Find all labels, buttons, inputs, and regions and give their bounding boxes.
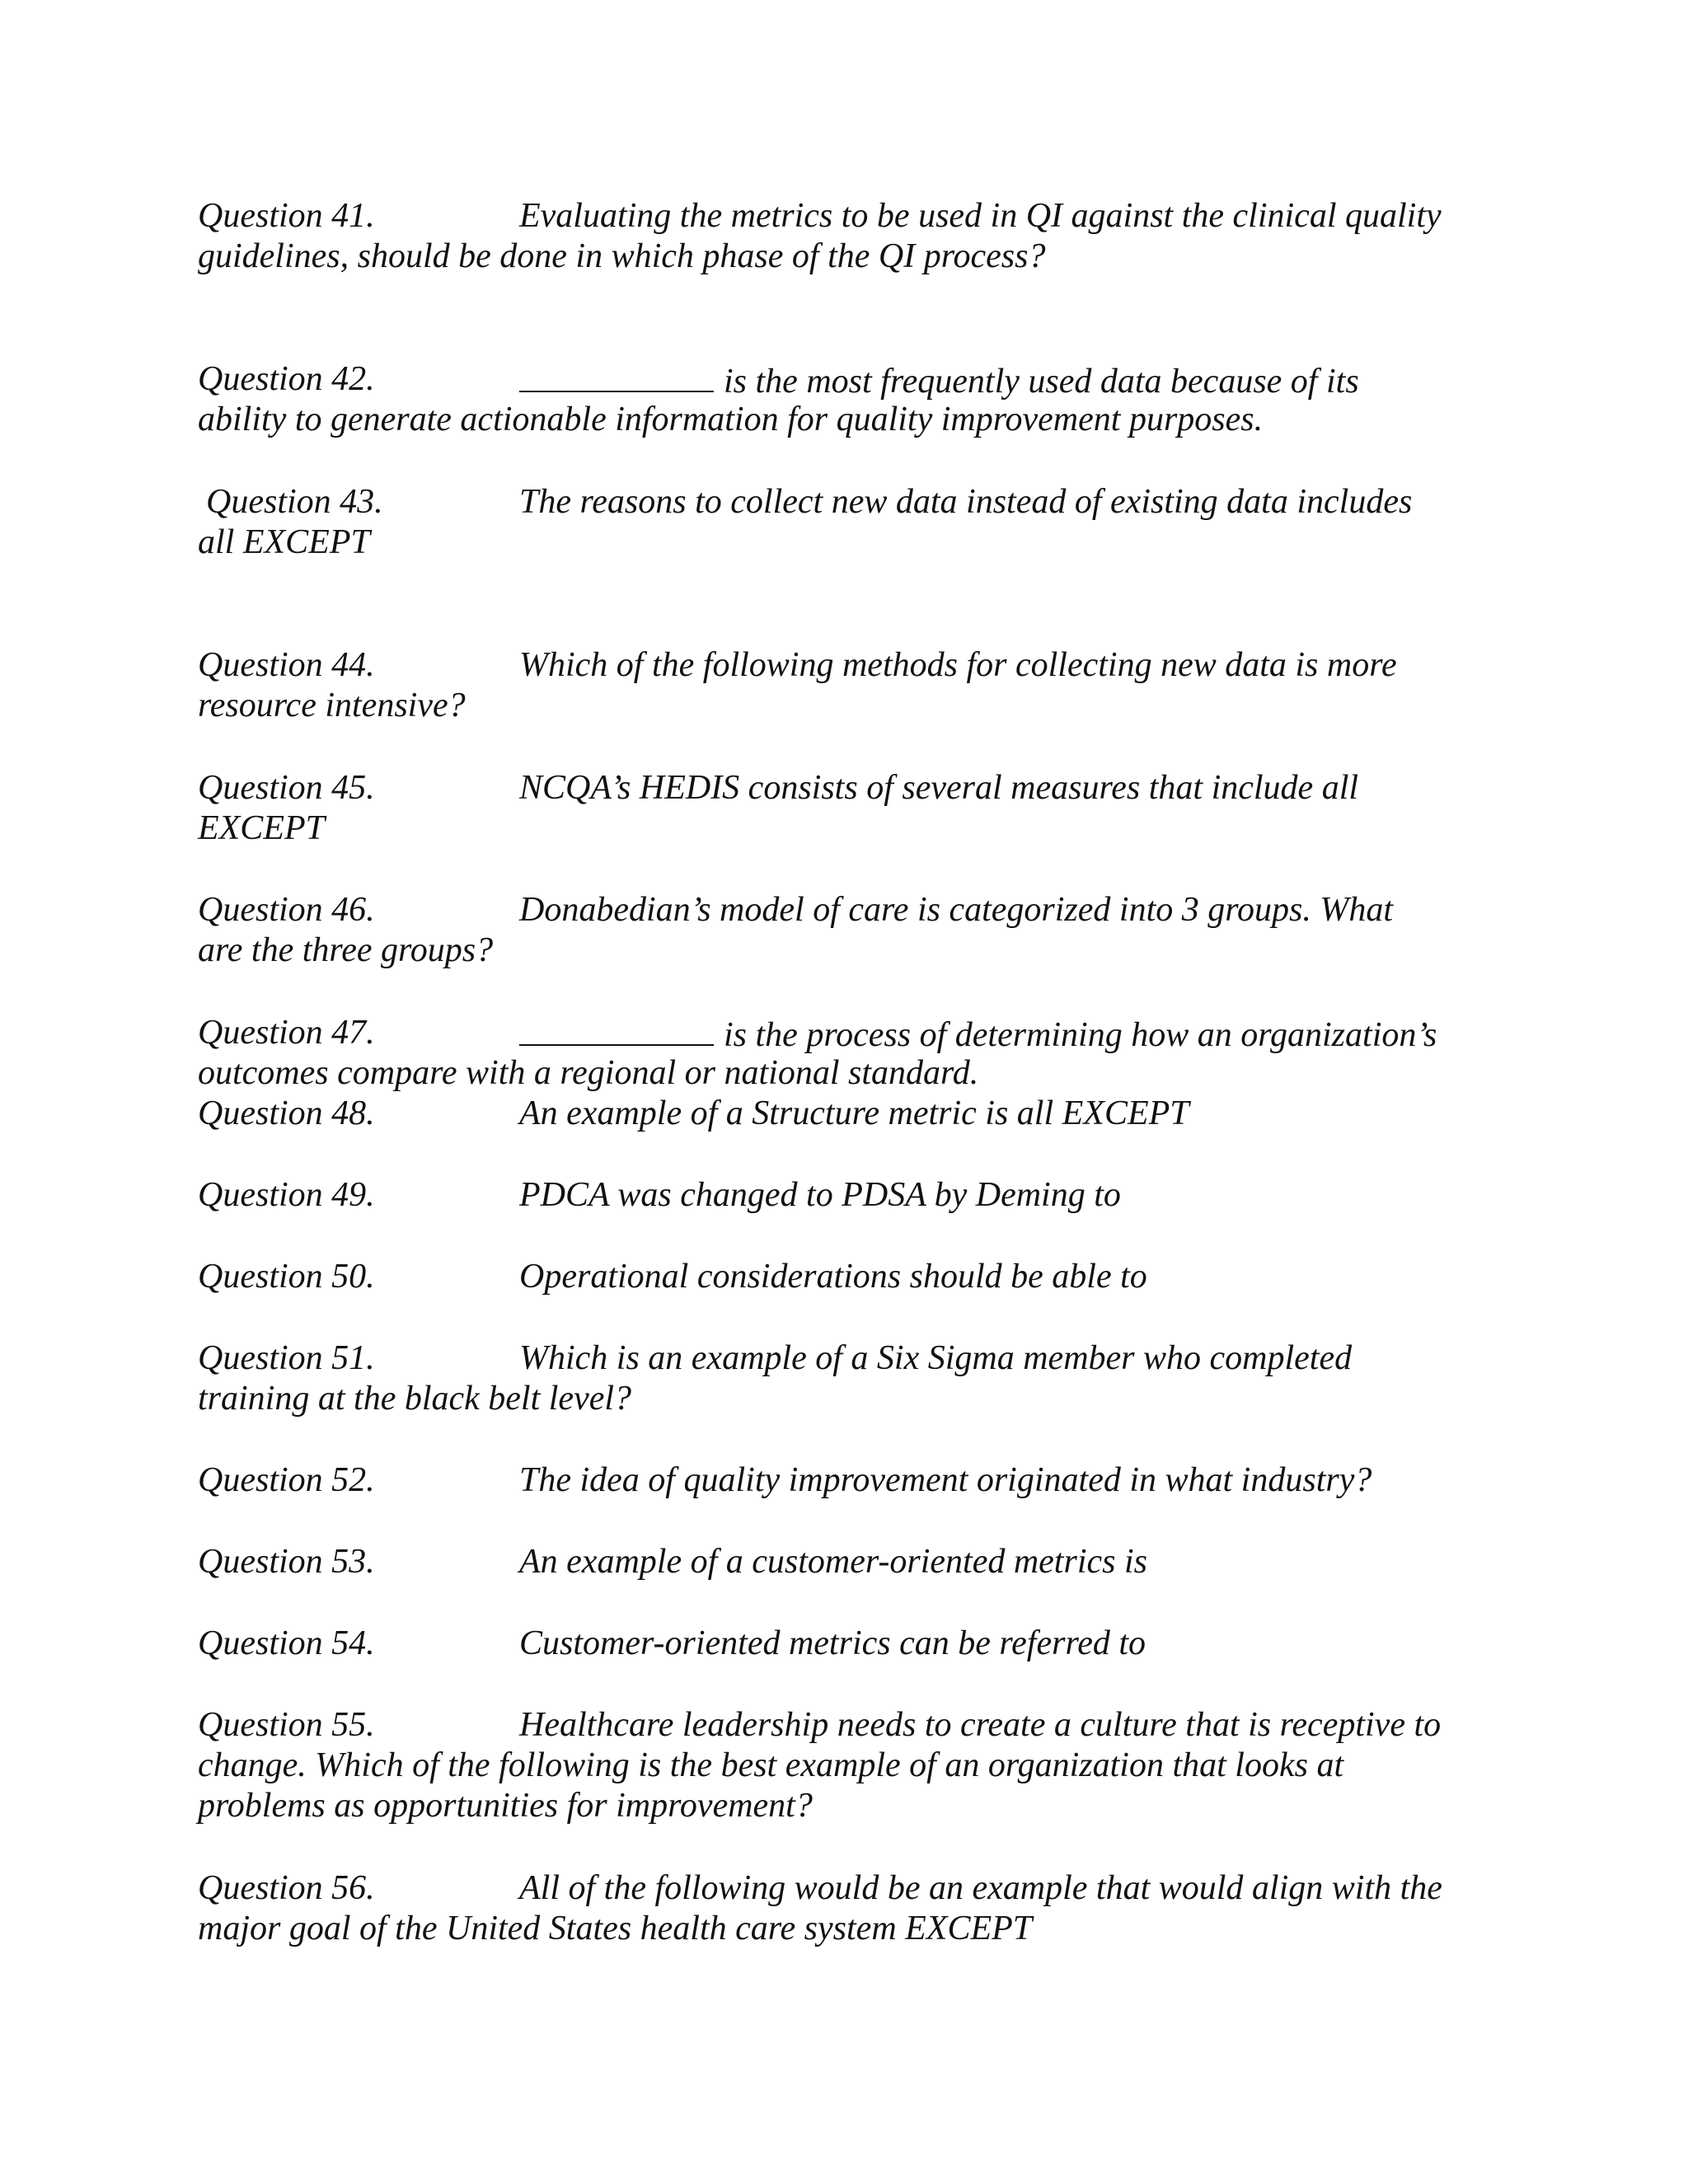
question-text: Healthcare leadership needs to create a culture that is receptive to — [519, 1706, 1442, 1744]
question-text: is the most frequently used data because of its — [724, 363, 1359, 401]
question-text-continued: major goal of the United States health care system EXCEPT — [198, 1910, 1033, 1947]
question-54 — [198, 1624, 1500, 1664]
question-text: Donabedian’s model of care is categorized into 3 groups. What — [519, 891, 1394, 929]
question-label: Question 43. — [206, 483, 383, 521]
question-47 — [198, 1013, 1500, 1094]
question-41 — [198, 196, 1500, 277]
question-label: Question 54. — [198, 1624, 375, 1662]
question-label: Question 52. — [198, 1461, 375, 1499]
question-label: Question 44. — [198, 646, 375, 684]
question-50 — [198, 1257, 1500, 1297]
question-label: Question 41. — [198, 197, 375, 235]
question-label: Question 48. — [198, 1094, 375, 1132]
question-label: Question 45. — [198, 769, 375, 807]
question-text-continued: training at the black belt level? — [198, 1380, 632, 1418]
question-44 — [198, 645, 1500, 726]
question-text: An example of a customer-oriented metrics is — [519, 1543, 1147, 1581]
question-text: Which of the following methods for collecting new data is more — [519, 646, 1397, 684]
question-label: Question 53. — [198, 1543, 375, 1581]
question-text-continued: are the three groups? — [198, 931, 494, 969]
question-label: Question 51. — [198, 1339, 375, 1377]
question-text: The idea of quality improvement originated in what industry? — [519, 1461, 1372, 1499]
question-text: An example of a Structure metric is all EXCEPT — [519, 1094, 1189, 1132]
question-text: All of the following would be an example that would align with the — [519, 1869, 1442, 1907]
question-49 — [198, 1175, 1500, 1216]
question-text-continued: resource intensive? — [198, 687, 466, 724]
question-text-continued: change. Which of the following is the best example of an organization that looks at — [198, 1746, 1344, 1784]
question-43 — [198, 482, 1500, 563]
question-text-continued: ability to generate actionable information for quality improvement purposes. — [198, 401, 1264, 438]
question-52 — [198, 1460, 1500, 1501]
question-56 — [198, 1868, 1500, 1949]
question-text-continued: guidelines, should be done in which phase of the QI process? — [198, 237, 1046, 275]
question-text: Operational considerations should be able to — [519, 1258, 1147, 1296]
question-text: Which is an example of a Six Sigma member who completed — [519, 1339, 1353, 1377]
question-text-continued: all EXCEPT — [198, 523, 370, 561]
question-text: PDCA was changed to PDSA by Deming to — [519, 1176, 1121, 1214]
question-text-continued: outcomes compare with a regional or national standard. — [198, 1054, 979, 1092]
question-label: Question 56. — [198, 1869, 375, 1907]
question-label: Question 47. — [198, 1014, 375, 1052]
question-text: Customer-oriented metrics can be referred to — [519, 1624, 1146, 1662]
question-text: NCQA’s HEDIS consists of several measures that include all — [519, 769, 1359, 807]
question-55 — [198, 1705, 1500, 1826]
question-42 — [198, 359, 1500, 440]
question-label: Question 49. — [198, 1176, 375, 1214]
question-text-continued-2: problems as opportunities for improvement? — [198, 1787, 813, 1825]
fill-in-blank — [519, 1013, 714, 1046]
question-51 — [198, 1338, 1500, 1419]
question-text-continued: EXCEPT — [198, 809, 325, 847]
question-label: Question 46. — [198, 891, 375, 929]
question-label: Question 55. — [198, 1706, 375, 1744]
question-label: Question 50. — [198, 1258, 375, 1296]
question-48 — [198, 1094, 1500, 1134]
question-53 — [198, 1542, 1500, 1582]
question-text: The reasons to collect new data instead of existing data includes — [519, 483, 1413, 521]
fill-in-blank — [519, 359, 714, 392]
question-46 — [198, 890, 1500, 971]
question-label: Question 42. — [198, 360, 375, 398]
question-text: is the process of determining how an organization’s — [724, 1016, 1437, 1054]
question-text: Evaluating the metrics to be used in QI against the clinical quality — [519, 197, 1442, 235]
question-45 — [198, 768, 1500, 849]
